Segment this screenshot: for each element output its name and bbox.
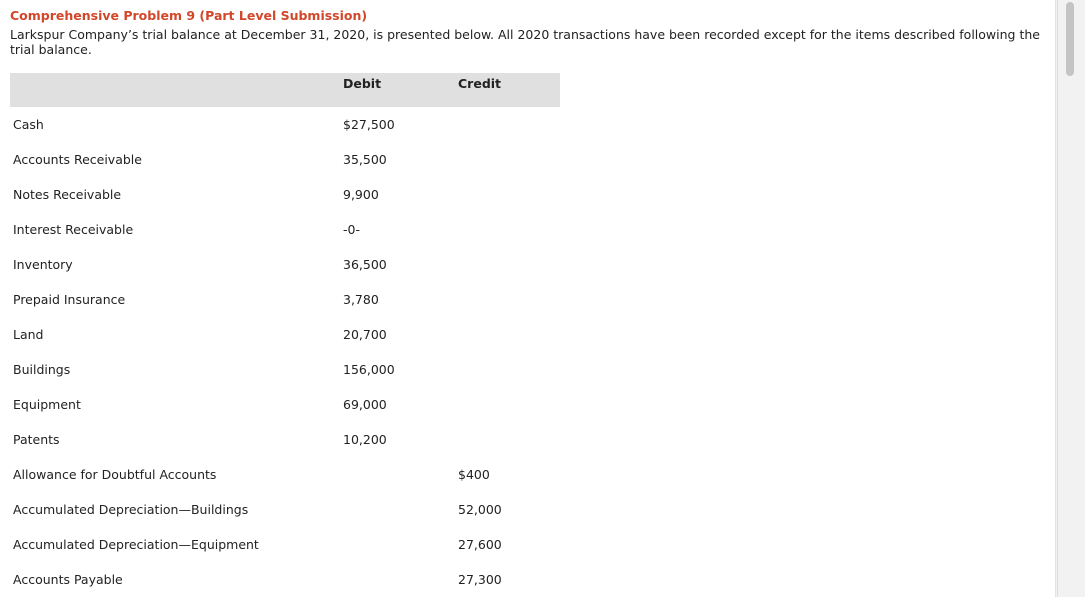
header-debit: Debit xyxy=(343,73,458,107)
table-row xyxy=(10,492,560,527)
table-row xyxy=(10,527,560,562)
credit-amount xyxy=(458,177,560,212)
account-name: Patents xyxy=(13,432,60,447)
account-name: Buildings xyxy=(13,362,71,377)
debit-amount: 35,500 xyxy=(343,152,387,167)
debit-amount xyxy=(343,457,458,492)
credit-amount xyxy=(458,107,560,142)
scrollbar-thumb[interactable] xyxy=(1066,2,1074,76)
table-row xyxy=(10,282,560,317)
table-body xyxy=(10,107,560,597)
debit-amount: -0- xyxy=(343,222,360,237)
problem-heading: Comprehensive Problem 9 (Part Level Submission) xyxy=(10,8,368,23)
trial-balance-table xyxy=(10,73,560,597)
credit-amount xyxy=(458,212,560,247)
credit-amount xyxy=(458,247,560,282)
problem-intro: Larkspur Company’s trial balance at December 31, 2020, is presented below. All 2020 transactions have been recorded except for the items described following the trial balance. xyxy=(10,27,1040,57)
credit-amount: 27,600 xyxy=(458,537,502,552)
table-row xyxy=(10,247,560,282)
debit-amount: 69,000 xyxy=(343,397,387,412)
account-name: Accounts Receivable xyxy=(13,152,142,167)
account-name: Accounts Payable xyxy=(13,572,123,587)
header-credit: Credit xyxy=(458,73,560,107)
account-name: Allowance for Doubtful Accounts xyxy=(13,467,217,482)
debit-amount: 36,500 xyxy=(343,257,387,272)
credit-amount: $400 xyxy=(458,467,490,482)
credit-amount xyxy=(458,317,560,352)
credit-amount xyxy=(458,387,560,422)
table-row xyxy=(10,422,560,457)
debit-amount: 10,200 xyxy=(343,432,387,447)
debit-amount: $27,500 xyxy=(343,117,395,132)
table-row xyxy=(10,142,560,177)
account-name: Inventory xyxy=(13,257,73,272)
table-row xyxy=(10,352,560,387)
account-name: Accumulated Depreciation—Buildings xyxy=(13,502,249,517)
header-account xyxy=(10,73,343,107)
debit-amount xyxy=(343,527,458,562)
vertical-scrollbar[interactable] xyxy=(1055,0,1085,597)
credit-amount xyxy=(458,422,560,457)
account-name: Accumulated Depreciation—Equipment xyxy=(13,537,259,552)
credit-amount xyxy=(458,352,560,387)
account-name: Equipment xyxy=(13,397,81,412)
account-name: Notes Receivable xyxy=(13,187,122,202)
credit-amount: 27,300 xyxy=(458,572,502,587)
debit-amount: 3,780 xyxy=(343,292,379,307)
table-row xyxy=(10,212,560,247)
table-row xyxy=(10,317,560,352)
table-row xyxy=(10,387,560,422)
debit-amount xyxy=(343,562,458,597)
debit-amount: 9,900 xyxy=(343,187,379,202)
table-row xyxy=(10,457,560,492)
table-header xyxy=(10,73,560,107)
account-name: Interest Receivable xyxy=(13,222,134,237)
debit-amount: 20,700 xyxy=(343,327,387,342)
account-name: Cash xyxy=(13,117,44,132)
table-row xyxy=(10,107,560,142)
table-header-row xyxy=(10,73,560,107)
credit-amount xyxy=(458,282,560,317)
table-row xyxy=(10,562,560,597)
debit-amount: 156,000 xyxy=(343,362,395,377)
account-name: Land xyxy=(13,327,44,342)
table-row xyxy=(10,177,560,212)
debit-amount xyxy=(343,492,458,527)
scrollbar-track-line xyxy=(1057,0,1058,597)
credit-amount xyxy=(458,142,560,177)
account-name: Prepaid Insurance xyxy=(13,292,126,307)
credit-amount: 52,000 xyxy=(458,502,502,517)
